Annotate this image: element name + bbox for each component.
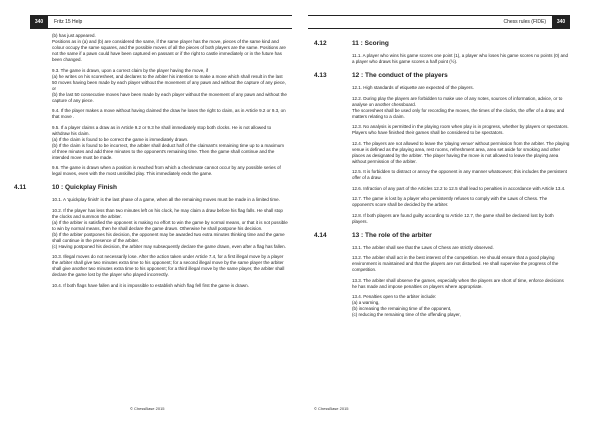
paragraph: 13.2. The arbiter shall act in the best interest of the competition. He should ensure that a good playing environment is maintained and that the players are not disturbed. He shall supervise the progress of the competition. xyxy=(352,255,559,272)
paragraph: 12.5. It is forbidden to distract or annoy the opponent in any manner whatsoever; this includes the persistent offer of a draw. xyxy=(352,169,567,180)
running-title: Chess rules (FIDE) xyxy=(503,19,546,25)
page-body xyxy=(14,33,288,293)
paragraph: 12.3. No analysis is permitted in the playing room when play is in progress, whether by players or spectators. Players who have finished their games shall be considered to be spectators. xyxy=(352,124,569,135)
paragraph: 10.4. If both flags have fallen and it is impossible to establish which flag fell first the game is drawn. xyxy=(52,282,249,288)
paragraph: 10.3. Illegal moves do not necessarily lose. After the action taken under Article 7.4, for a first illegal move by a player the arbiter shall give two minutes extra time to his opponent; for a second illegal move by the same player the arbiter shall give another two minutes extra time to his opponent; for a third illegal move by the same player, the arbiter shall declare the game lost by the player who played incorrectly. xyxy=(52,254,285,277)
section-heading xyxy=(314,71,570,80)
paragraph: 12.1. High standards of etiquette are expected of the players. xyxy=(352,85,474,90)
paragraph: 12.8. If both players are found guilty according to Article 12.7, the game shall be declared lost by both players. xyxy=(352,212,554,224)
section-title: 10 : Quickplay Finish xyxy=(52,184,118,191)
page-header xyxy=(308,15,570,29)
paragraph: (b) has just appeared. Positions as in (a) and (b) are considered the same, if the same player has the move, pieces of the same kind and colour occupy the same squares, and the possible moves of all the pieces of both players are the same. Positions are not the same if a pawn could have been captured en passant or if the right to castle immediately or in the future has been changed. xyxy=(52,33,286,62)
paragraph: 9.3. The game is drawn, upon a correct claim by the player having the move, if (a) he writes on his scoresheet, and declares to the arbiter his intention to make a move which shall result in the last 50 moves having been made by each player without the movement of any pawn and without the capture of any piece, or (b) the last 50 consecutive moves have been made by each player without the movement of any pawn and without the capture of any piece. xyxy=(52,67,287,103)
section-number: 4.13 xyxy=(314,72,327,79)
paragraph: 12.7. The game is lost by a player who persistently refuses to comply with the Laws of Chess. The opponent's score shall be decided by the arbiter. xyxy=(352,196,548,207)
section-heading xyxy=(314,39,570,48)
section-title: 13 : The role of the arbiter xyxy=(352,231,432,239)
paragraph: 11.1. A player who wins his game scores one point (1), a player who loses his game scores no points (0) and a player who draws his game scores a half point (½). xyxy=(352,53,569,64)
section-heading xyxy=(314,231,570,240)
right-page xyxy=(300,0,600,424)
paragraph: 9.4. If the player makes a move without having claimed the draw he loses the right to claim, as in Article 9.2 or 9.3, on that move . xyxy=(52,108,286,119)
paragraph: 9.5. If a player claims a draw as in Article 9.2 or 9.3 he shall immediately stop both clocks. He is not allowed to withdraw his claim. (a) If the claim is found to be correct the game is immediately drawn. (b) If the claim is found to be incorrect, the arbiter shall deduct half of the claimant's remaining time up to a maximum of three minutes and add three minutes to the opponent's remaining time. Then the game shall continue and the intended move must be made. xyxy=(52,124,284,160)
paragraph: 13.3. The arbiter shall observe the games, especially when the players are short of time, enforce decisions he has made and impose penalties on players where appropriate. xyxy=(352,277,564,289)
paragraph: 12.2. During play the players are forbidden to make use of any notes, sources of information, advice, or to analyse on another chessboard. The scoresheet shall be used only for recording the moves, the times of the clocks, the offer of a draw, and matters relating to a claim. xyxy=(352,95,565,119)
page-footer: © ChessBase 2015 xyxy=(314,406,349,411)
page-header xyxy=(30,15,292,29)
page-body xyxy=(314,33,570,323)
page-number: 340 xyxy=(30,16,48,28)
paragraph: 10.2. If the player has less than two minutes left on his clock, he may claim a draw before his flag falls. He shall stop the clocks and summon the arbiter. (a) If the arbiter is satisfied the opponent is making no effort to win the game by normal means, or that it is not possible to win by normal means, then he shall declare the game drawn. Otherwise he shall postpone his decision. (b) If the arbiter postpones his decision, the opponent may be awarded two extra minutes thinking time and the game shall continue in the presence of the arbiter. (c) Having postponed his decision, the arbiter may subsequently declare the game drawn, even after a flag has fallen. xyxy=(52,207,288,249)
paragraph: 12.4. The players are not allowed to leave the 'playing venue' without permission from the arbiter. The playing venue is defined as the playing area, rest rooms, refreshment area, area set aside for smoking and other places as designated by the arbiter. The player having the move is not allowed to leave the playing area without permission of the arbiter. xyxy=(352,140,570,164)
paragraph: 9.6. The game is drawn when a position is reached from which a checkmate cannot occur by any possible series of legal moves, even with the most unskilled play. This immediately ends the game. xyxy=(52,165,281,176)
paragraph: 13.1. The arbiter shall see that the Laws of Chess are strictly observed. xyxy=(352,244,494,250)
section-heading xyxy=(14,183,288,192)
section-title: 12 : The conduct of the players xyxy=(352,72,448,79)
section-number: 4.11 xyxy=(14,184,27,191)
paragraph: 12.6. Infraction of any part of the Articles 12.2 to 12.5 shall lead to penalties in accordance with Article 13.4. xyxy=(352,185,566,191)
section-number: 4.12 xyxy=(314,40,327,47)
page-footer: © ChessBase 2015 xyxy=(130,406,165,411)
paragraph: 13.4. Penalties open to the arbiter include: (a) a warning, (b) increasing the remaining time of the opponent, (c) reducing the remaining time of the offending player, xyxy=(352,294,461,317)
section-title: 11 : Scoring xyxy=(352,40,389,47)
running-title: Fritz 15 Help xyxy=(54,19,83,25)
paragraph: 10.1. A 'quickplay finish' is the last phase of a game, when all the remaining moves must be made in a limited time. xyxy=(52,197,280,202)
page-number: 340 xyxy=(552,16,570,28)
section-number: 4.14 xyxy=(314,231,327,239)
